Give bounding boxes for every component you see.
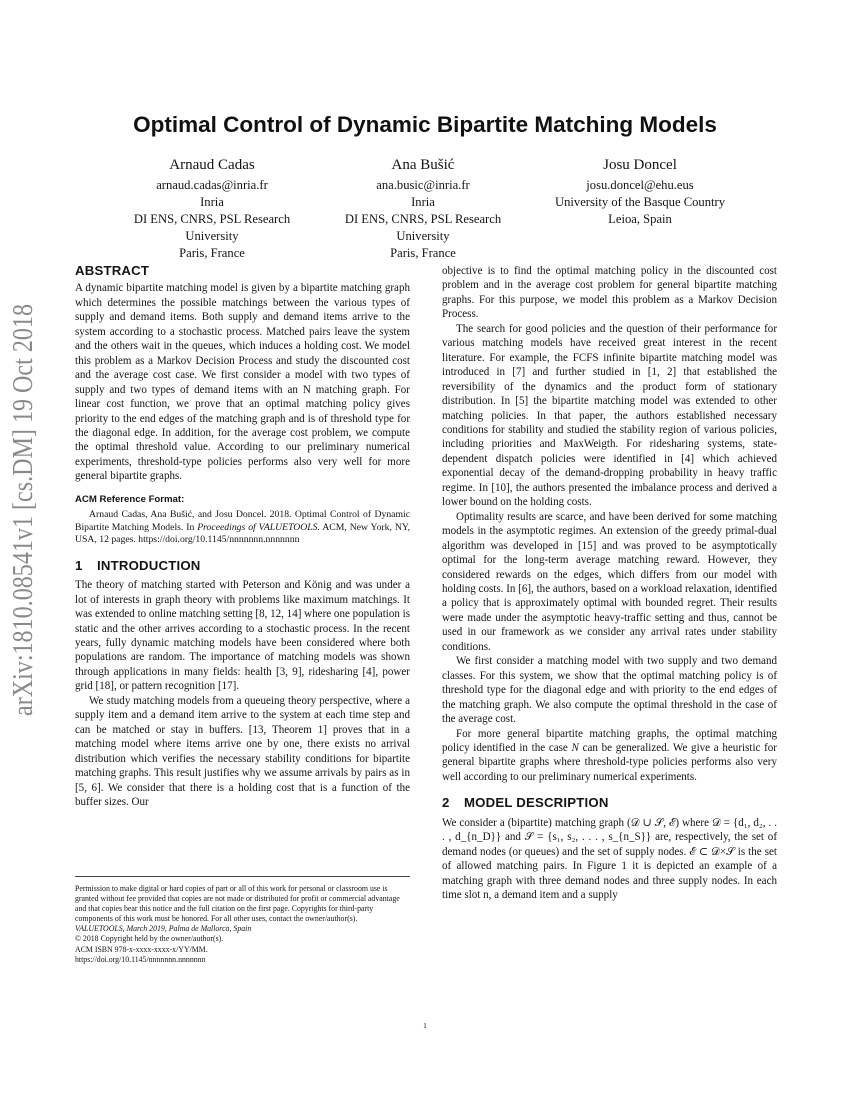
section-title: MODEL DESCRIPTION [464,795,609,811]
right-column [442,264,777,902]
acm-reference-heading: ACM Reference Format: [75,493,185,505]
author-location: Paris, France [390,246,456,260]
abstract-text: A dynamic bipartite matching model is given by a bipartite matching graph which determines the possible matchings between the various types of supply and demand items. Both supply and demand items arrive to the system according to a stochastic process. Matched pairs leave the system and the others wait in the queues, which induces a holding cost. We model this problem as a Markov Decision Process and study the discounted cost and the average cost case. We first consider a model with two types of supply and two types of demand items with an N matching graph. For linear cost function, we prove that an optimal matching policy gives priority to the end edges of the matching graph and is of threshold type for the diagonal edge. In addition, for the average cost problem, we compute the optimal threshold value. According to our preliminary numerical experiments, threshold-type policies performs also very well for more general bipartite graphs. [75,282,410,483]
left-column [75,264,410,809]
author-affiliation: DI ENS, CNRS, PSL Research [133,212,291,226]
author-email: arnaud.cadas@inria.fr [156,178,268,192]
author-name: Ana Bušić [391,157,455,173]
acm-reference-text [75,509,410,547]
author-affiliation: DI ENS, CNRS, PSL Research [344,212,502,226]
paragraph: We study matching models from a queueing theory perspective, where a supply item and a demand item arrive to the system at each time step and can be matched or stay in buffers. [13, Theorem 1] proves that in a matching model where items arrive one by one, there exists no arrival distribution which verifies the necessary stability conditions for bipartite matching graphs. This result justifies why we assume arrivals by pairs as in [5, 6]. We consider that there is a holding cost that is a function of the buffer sizes. Our [75,694,410,808]
author-block-2 [303,155,543,262]
author-name: Arnaud Cadas [169,157,255,173]
author-email: ana.busic@inria.fr [376,178,470,192]
abstract-heading: ABSTRACT [75,263,150,278]
doi-line: https://doi.org/10.1145/nnnnnnn.nnnnnnn [75,954,206,964]
paragraph: objective is to find the optimal matching policy in the discounted cost problem and in the average cost problem for general bipartite matching graphs. For this purpose, we model this problem as a Markov Decision Process. [442,265,777,321]
paragraph: The search for good policies and the question of their performance for various matching models have received great interest in the recent literature. For example, the FCFS infinite bipartite matching model was introduced in [7] and further studied in [1, 2] that established the reversibility of the dynamics and the product form of stationary distribution. In [5] the bipartite matching model was extended to other matching policies. In that paper, the authors established necessary conditions for stability and studied the stability region of various policies, including priorities and MaxWeigth. For ridesharing systems, state-dependent dispatch policies were identified in [4] which achieved exponential decay of the demand-dropping probability in heavy traffic regime. In [10], the authors presented the imbalance process and derived a lower bound on the holding costs. [442,322,777,509]
author-affiliation: Inria [411,195,435,209]
author-affiliation: University [185,229,239,243]
author-name: Josu Doncel [603,157,677,173]
paragraph-part: For more general bipartite matching graphs, the optimal matching policy identified in the case [442,727,777,754]
author-block-1 [92,155,332,262]
paper-title: Optimal Control of Dynamic Bipartite Matching Models [133,112,717,137]
isbn-line: ACM ISBN 978-x-xxxx-xxxx-x/YY/MM. [75,944,208,954]
arxiv-stamp-text: arXiv:1810.08541v1 [cs.DM] 19 Oct 2018 [7,300,39,716]
acm-reference-part: ACM, New York, NY, USA, 12 pages. https://doi.org/10.1145/nnnnnnn.nnnnnnn [75,521,410,546]
author-location: Paris, France [179,246,245,260]
copyright-footnote [75,876,410,965]
author-affiliation: Inria [200,195,224,209]
paragraph: We consider a (bipartite) matching graph (𝒟 ∪ 𝒮, ℰ) where 𝒟 = {d₁, d₂, . . . , d_{n_D}} and 𝒮 = {s₁, s₂, . . . , s_{n_S}} are, respectively, the set of demand nodes (or queues) and the set of supply nodes. ℰ ⊂ 𝒟×𝒮 is the set of allowed matching pairs. In Figure 1 it is depicted an example of a matching graph with three demand nodes and three supply nodes. In each time slot n, a demand item and a supply [442,816,777,902]
permission-notice: Permission to make digital or hard copies of part or all of this work for personal or classroom use is granted without fee provided that copies are not made or distributed for profit or commercial advantage and that copies bear this notice and the full citation on the first page. Copyrights for third-party components of this work must be honored. For all other uses, contact the owner/author(s). [75,884,400,924]
paragraph-part: can be generalized. We give a heuristic for general bipartite graphs where threshold-type policies performs also very well according to our preliminary numerical experiments. [442,741,777,783]
section-heading-model [442,796,777,810]
paragraph [442,727,777,785]
author-affiliation: University [396,229,450,243]
math-variable: N [571,741,579,754]
page-number: 1 [423,1021,427,1030]
conference-info: VALUETOOLS, March 2019, Palma de Mallorca, Spain [75,924,252,934]
section-number: 2 [442,795,450,811]
author-affiliation: University of the Basque Country [555,195,725,209]
author-email: josu.doncel@ehu.eus [586,178,694,192]
copyright-line: © 2018 Copyright held by the owner/author(s). [75,934,224,944]
section-heading-introduction [75,559,410,573]
author-block-3 [520,155,760,228]
paragraph: We first consider a matching model with two supply and two demand classes. For this system, we show that the optimal matching policy is of threshold type for the diagonal edge and with priority to the end edges of the matching graph. We also compute the optimal threshold in the case of the average cost. [442,655,777,726]
section-number: 1 [75,557,83,573]
paragraph: The theory of matching started with Peterson and König and was under a lot of interests in graph theory with problems like maximum matchings. It was extended to online matching setting [8, 12, 14] where one population is static and the other arrives according to a stochastic process. In the recent years, fully dynamic matching models have been considered where both populations are random. The importance of matching models was shown through applications in many fields: health [3, 9], ridesharing [4], power grid [18], or pattern recognition [17]. [75,579,411,693]
section-title: INTRODUCTION [97,557,201,573]
author-location: Leioa, Spain [608,212,672,226]
acm-reference-part: Arnaud Cadas, Ana Bušić, and Josu Doncel. 2018. Optimal Control of Dynamic Bipartite Matching Models. In [75,509,410,533]
paragraph: Optimality results are scarce, and have been derived for some matching models in the asymptotic regimes. An extension of the greedy primal-dual algorithm was developed in [15] and was proved to be asymptotically optimal for the long-term average matching reward. However, they considered rewards on the edges, which differs from our model with holding costs. In [6], the authors, based on a workload relaxation, identified a policy that is approximately optimal with bounded regret. Their results were made under the asymptotic heavy-traffic setting and thus, cannot be used in our framework as we consider any arrival rates under stability conditions. [442,510,777,653]
acm-reference-venue: Proceedings of VALUETOOLS. [197,521,320,533]
arxiv-stamp [2,300,42,720]
